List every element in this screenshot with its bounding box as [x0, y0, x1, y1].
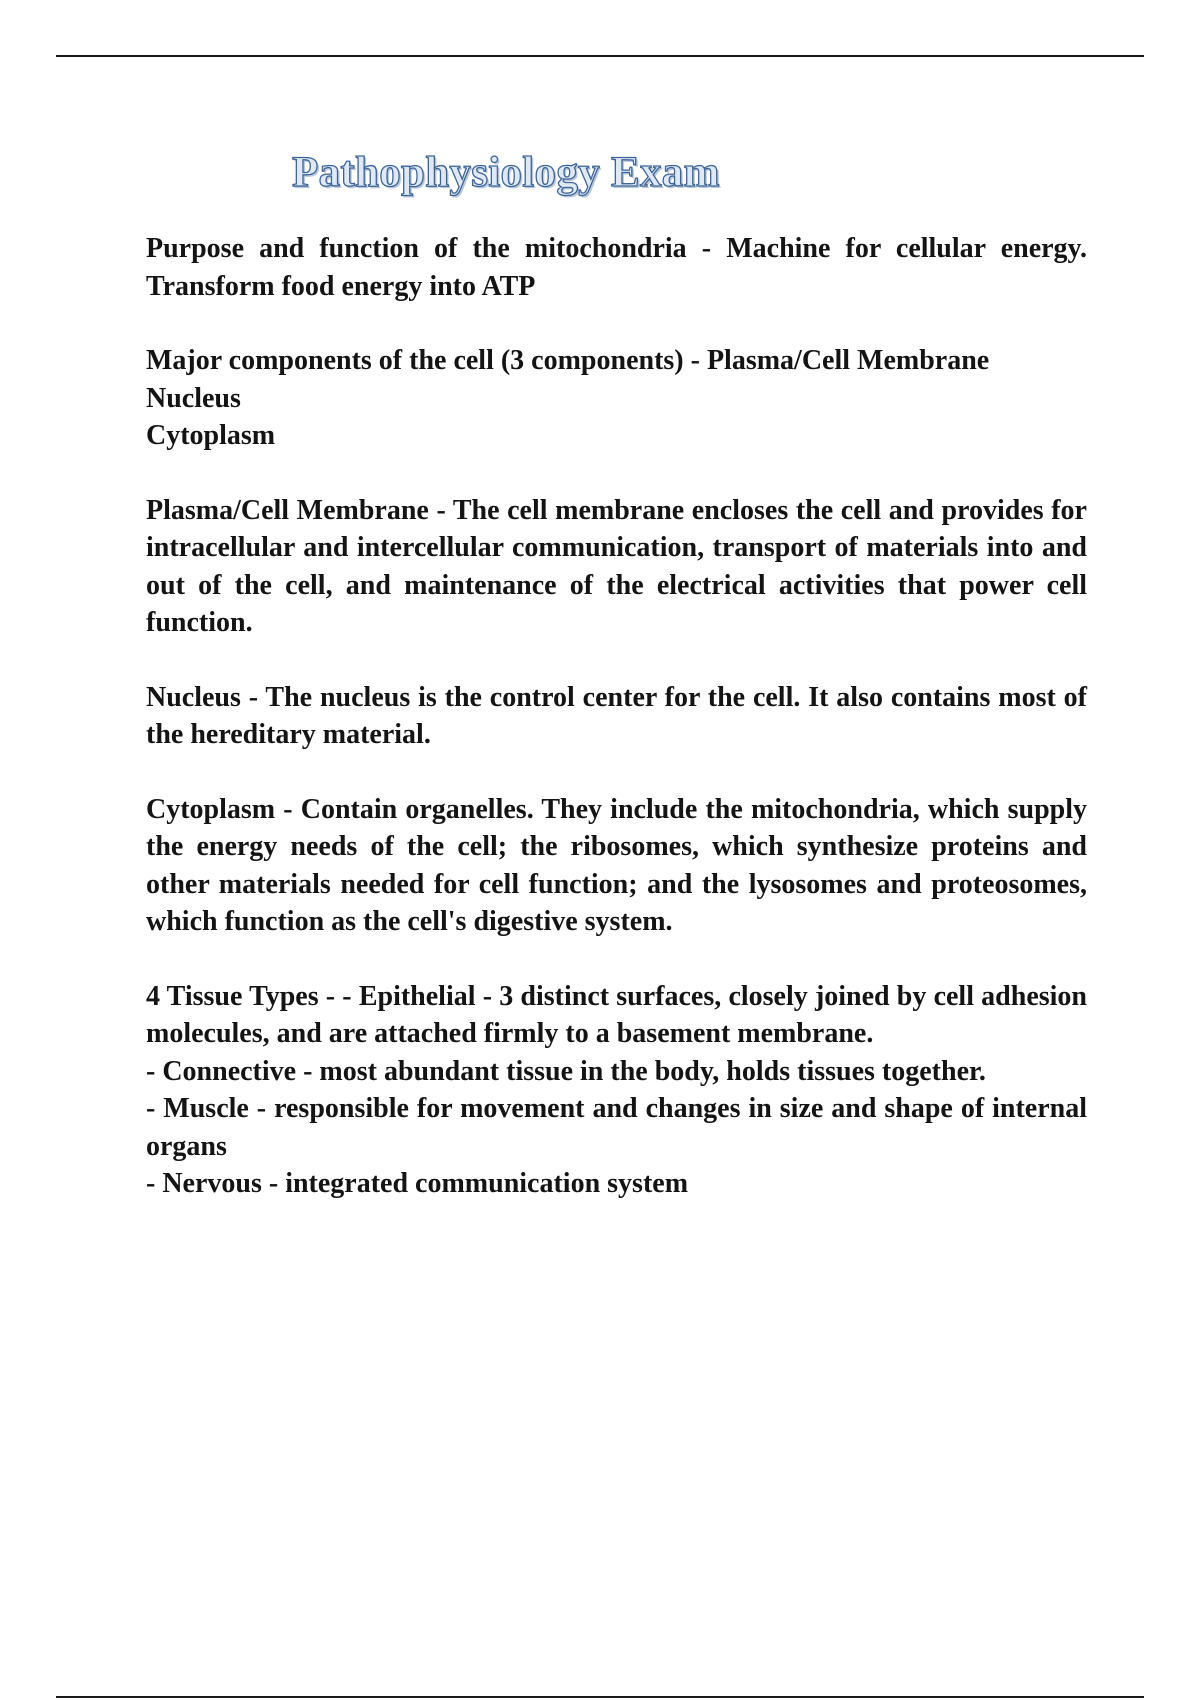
paragraph-cell-components	[146, 342, 1087, 455]
paragraph-line: - Nervous - integrated communication system	[146, 1168, 689, 1199]
paragraph-line: Nucleus	[146, 382, 241, 414]
paragraph-text: Nucleus - The nucleus is the control center for the cell. It also contains most of the hereditary material.	[146, 681, 1087, 750]
paragraph-text: Plasma/Cell Membrane - The cell membrane encloses the cell and provides for intracellular and intercellular communication, transport of materials into and out of the cell, and maintenance of the electrical activities that power cell function.	[146, 494, 1087, 638]
footer-rule	[56, 1696, 1144, 1698]
paragraph-mitochondria	[146, 230, 1087, 305]
paragraph-text: 4 Tissue Types - - Epithelial - 3 distinct surfaces, closely joined by cell adhesion molecules, and are attached firmly to a basement membrane.	[146, 980, 1087, 1049]
paragraph-text: Cytoplasm - Contain organelles. They include the mitochondria, which supply the energy needs of the cell; the ribosomes, which synthesize proteins and other materials needed for cell function; and the lysosomes and proteosomes, which function as the cell's digestive system.	[146, 793, 1087, 937]
paragraph-plasma-membrane	[146, 492, 1087, 642]
paragraph-line: Cytoplasm	[146, 420, 276, 451]
header-rule	[56, 55, 1144, 57]
paragraph-text: Purpose and function of the mitochondria - Machine for cellular energy. Transform food energy into ATP	[146, 233, 1087, 302]
paragraph-line: - Muscle - responsible for movement and changes in size and shape of internal organs	[146, 1093, 1087, 1162]
paragraph-text: Major components of the cell (3 components) - Plasma/Cell Membrane	[146, 345, 990, 376]
paragraph-cytoplasm	[146, 791, 1087, 941]
paragraph-line: - Connective - most abundant tissue in the body, holds tissues together.	[146, 1055, 986, 1087]
document-body	[146, 230, 1087, 1203]
document-title: Pathophysiology Exam	[292, 149, 720, 196]
paragraph-tissue-types	[146, 978, 1087, 1203]
paragraph-nucleus	[146, 679, 1087, 754]
